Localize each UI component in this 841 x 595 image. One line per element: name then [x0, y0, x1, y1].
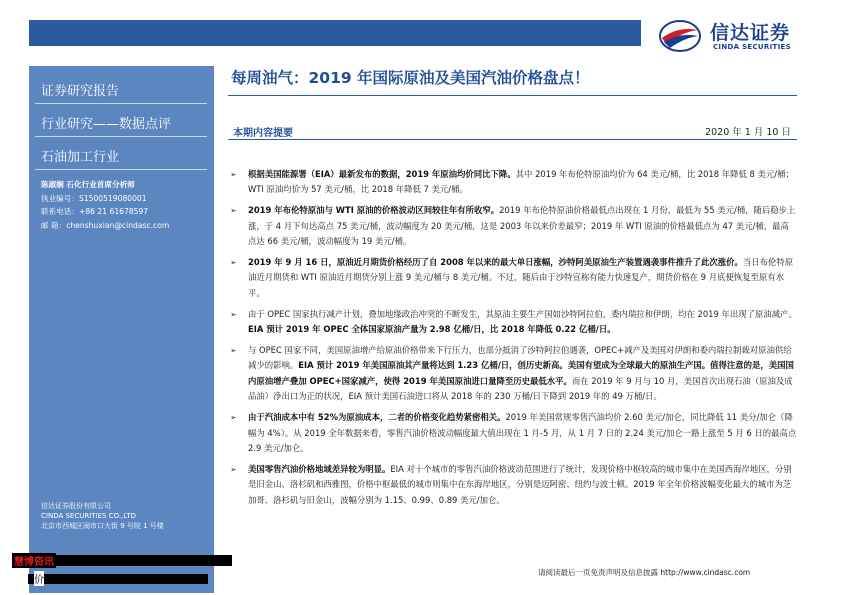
list-item — [228, 307, 797, 338]
bullet-bold: 美国零售汽油价格地域差异较为明显。 — [248, 463, 391, 474]
analyst-name: 陈淑娴 石化行业首席分析师 — [41, 180, 135, 189]
banner-tag: 慧博资讯 — [12, 553, 56, 568]
bullet-arrow-icon: ➢ — [230, 170, 237, 179]
section-header — [228, 123, 797, 140]
analyst-email: 邮 箱：chenshuxian@cindasc.com — [41, 220, 170, 230]
sidebar-divider — [35, 136, 207, 137]
bullet-arrow-icon: ➢ — [230, 464, 237, 474]
footer-disclaimer: 请阅读最后一页免责声明及信息披露 http://www.cindasc.com — [538, 568, 751, 577]
watermark-banner — [8, 555, 213, 585]
sidebar-item-research-type: 行业研究——数据点评 — [41, 117, 172, 132]
bullet-text: 由于 OPEC 国家执行减产计划，叠加地缘政治冲突的不断发生，其原油主要生产国如沙特阿拉伯，委内瑞拉和伊朗，均在 2019 年出现了原油减产。 — [248, 308, 797, 319]
bullet-arrow-icon: ➢ — [230, 206, 237, 216]
company-name-cn: 信达证券股份有限公司 — [41, 502, 111, 510]
sidebar-divider — [35, 169, 207, 170]
report-date: 2020 年 1 月 10 日 — [705, 127, 791, 138]
list-item — [228, 343, 797, 405]
analyst-info — [41, 178, 211, 232]
bullet-arrow-icon: ➢ — [230, 413, 237, 423]
list-item — [228, 167, 797, 198]
redaction-bar — [28, 574, 208, 584]
bullet-text: 当日布伦特原油近月期货和 WTI 原油近月期货分别上涨 9 美元/桶与 8 美元/桶。不过，随后由于沙特宣称有能力快速复产，期货价格在 9 月底便恢复至原有水平。 — [248, 257, 794, 298]
page-title: 每周油气：2019 年国际原油及美国汽油价格盘点！ — [231, 69, 590, 87]
bullet-text: 与 OPEC 国家不同，美国原油增产给原油价格带来下行压力，也部分抵消了沙特阿拉伯遇袭，OPEC+减产及美国对伊朗和委内瑞拉制裁对原油供给减少的影响。 — [248, 345, 792, 371]
company-address: 北京市西城区闹市口大街 9 号院 1 号楼 — [41, 522, 164, 530]
bullet-text: 其中 2019 年布伦特原油均价为 64 美元/桶，比 2018 年降低 8 美元/桶；WTI 原油均价为 57 美元/桶，比 2018 年降低 7 美元/桶。 — [248, 169, 794, 195]
bullet-text: 2019 年布伦特原油价格最低点出现在 1 月份，最低为 55 美元/桶，随后稳步上涨，于 4 月下旬达高点 75 美元/桶，波动幅度为 20 美元/桶，这是 2003 年以来价差最窄；2019 年 WTI 原油的价格最低点为 47 美元/桶，最高点达 66 美元/桶，波动幅度为 19 美元/桶。 — [248, 205, 796, 247]
header-band — [29, 20, 641, 46]
company-info — [41, 501, 211, 531]
bullet-text: 2019 年美国常规零售汽油均价 2.60 美元/加仑，同比降低 11 美分/加仑（降幅为 4%）。从 2019 全年数据来看，零售汽油价格波动幅度最大值出现在 1 月-5 月，从 1 月 7 日的 2.24 美元/加仑一路上涨至 5 月 6 日的最高点 2.9 美元/加仑。 — [248, 412, 797, 453]
bullet-arrow-icon: ➢ — [230, 258, 237, 268]
sidebar-item-report-type: 证券研究报告 — [41, 84, 120, 99]
analyst-license: 执业编号：S1500519080001 — [41, 193, 147, 203]
bullet-text: EIA 对十个城市的零售汽油价格波动范围进行了统计，发现价格中枢较高的城市集中在美国西海岸地区，分别是旧金山、洛杉矶和西雅图，价格中枢最低的城市则集中在东海岸地区，分别是迈阿密、纽约与波士顿。2019 年全年价格波幅变化最大的城市为芝加哥、洛杉矶与旧金山，波幅分别为 1.15、0.99、0.89 美元/加仑。 — [248, 463, 792, 505]
bullet-arrow-icon: ➢ — [230, 346, 237, 356]
bullet-text: 而在 2019 年 9 月与 10 月，美国首次出现石油（原油及成品油）净出口为正的状况，EIA 预计美国石油进口将从 2018 年的 230 万桶/日下降到 2019 年的 49 万桶/日。 — [248, 375, 793, 402]
list-item — [228, 462, 797, 508]
logo-en-text: CINDA SECURITIES — [713, 43, 791, 51]
logo-cn-text: 信达证券 — [710, 22, 791, 44]
bullet-arrow-icon: ➢ — [230, 309, 237, 319]
list-item — [228, 203, 797, 249]
list-item — [228, 410, 797, 456]
sidebar — [29, 66, 214, 593]
bullet-bold: 根据美国能源署（EIA）最新发布的数据，2019 年原油均价同比下降。 — [248, 169, 516, 179]
sidebar-item-industry: 石油加工行业 — [41, 150, 120, 165]
bullet-bold: EIA 预计 2019 年 OPEC 全体国家原油产量为 2.98 亿桶/日，比 2018 年降低 0.22 亿桶/日。 — [248, 324, 616, 335]
bullet-bold: EIA 预计 2019 年美国原油其产量将达到 1.23 亿桶/日，创历史新高。美国有望成为全球最大的原油生产国。值得注意的是，美国国内原油增产叠加 OPEC+国家减产，使得 2019 年美国原油进口量降至历史最低水平。 — [248, 360, 794, 386]
analyst-phone: 联系电话：+86 21 61678597 — [41, 207, 149, 216]
bullet-bold: 由于汽油成本中有 52%为原油成本，二者的价格变化趋势紧密相关。 — [248, 412, 506, 423]
bullet-bold: 2019 年 9 月 16 日，原油近月期货价格经历了自 2008 年以来的最大单日涨幅，沙特阿美原油生产装置遇袭事件推升了此次涨价。 — [248, 257, 743, 268]
company-name-en: CINDA SECURITIES CO.,LTD — [41, 512, 136, 520]
sidebar-divider — [35, 103, 207, 104]
cinda-logo — [658, 16, 808, 56]
banner-char: 价 — [34, 571, 44, 586]
section-label: 本期内容提要 — [233, 128, 293, 139]
list-item — [228, 255, 797, 301]
cinda-logo-icon — [658, 18, 702, 54]
bullet-bold: 2019 年布伦特原油与 WTI 原油的价格波动区间较往年有所收窄。 — [248, 205, 500, 216]
summary-list — [228, 167, 797, 514]
title-divider — [228, 95, 797, 96]
